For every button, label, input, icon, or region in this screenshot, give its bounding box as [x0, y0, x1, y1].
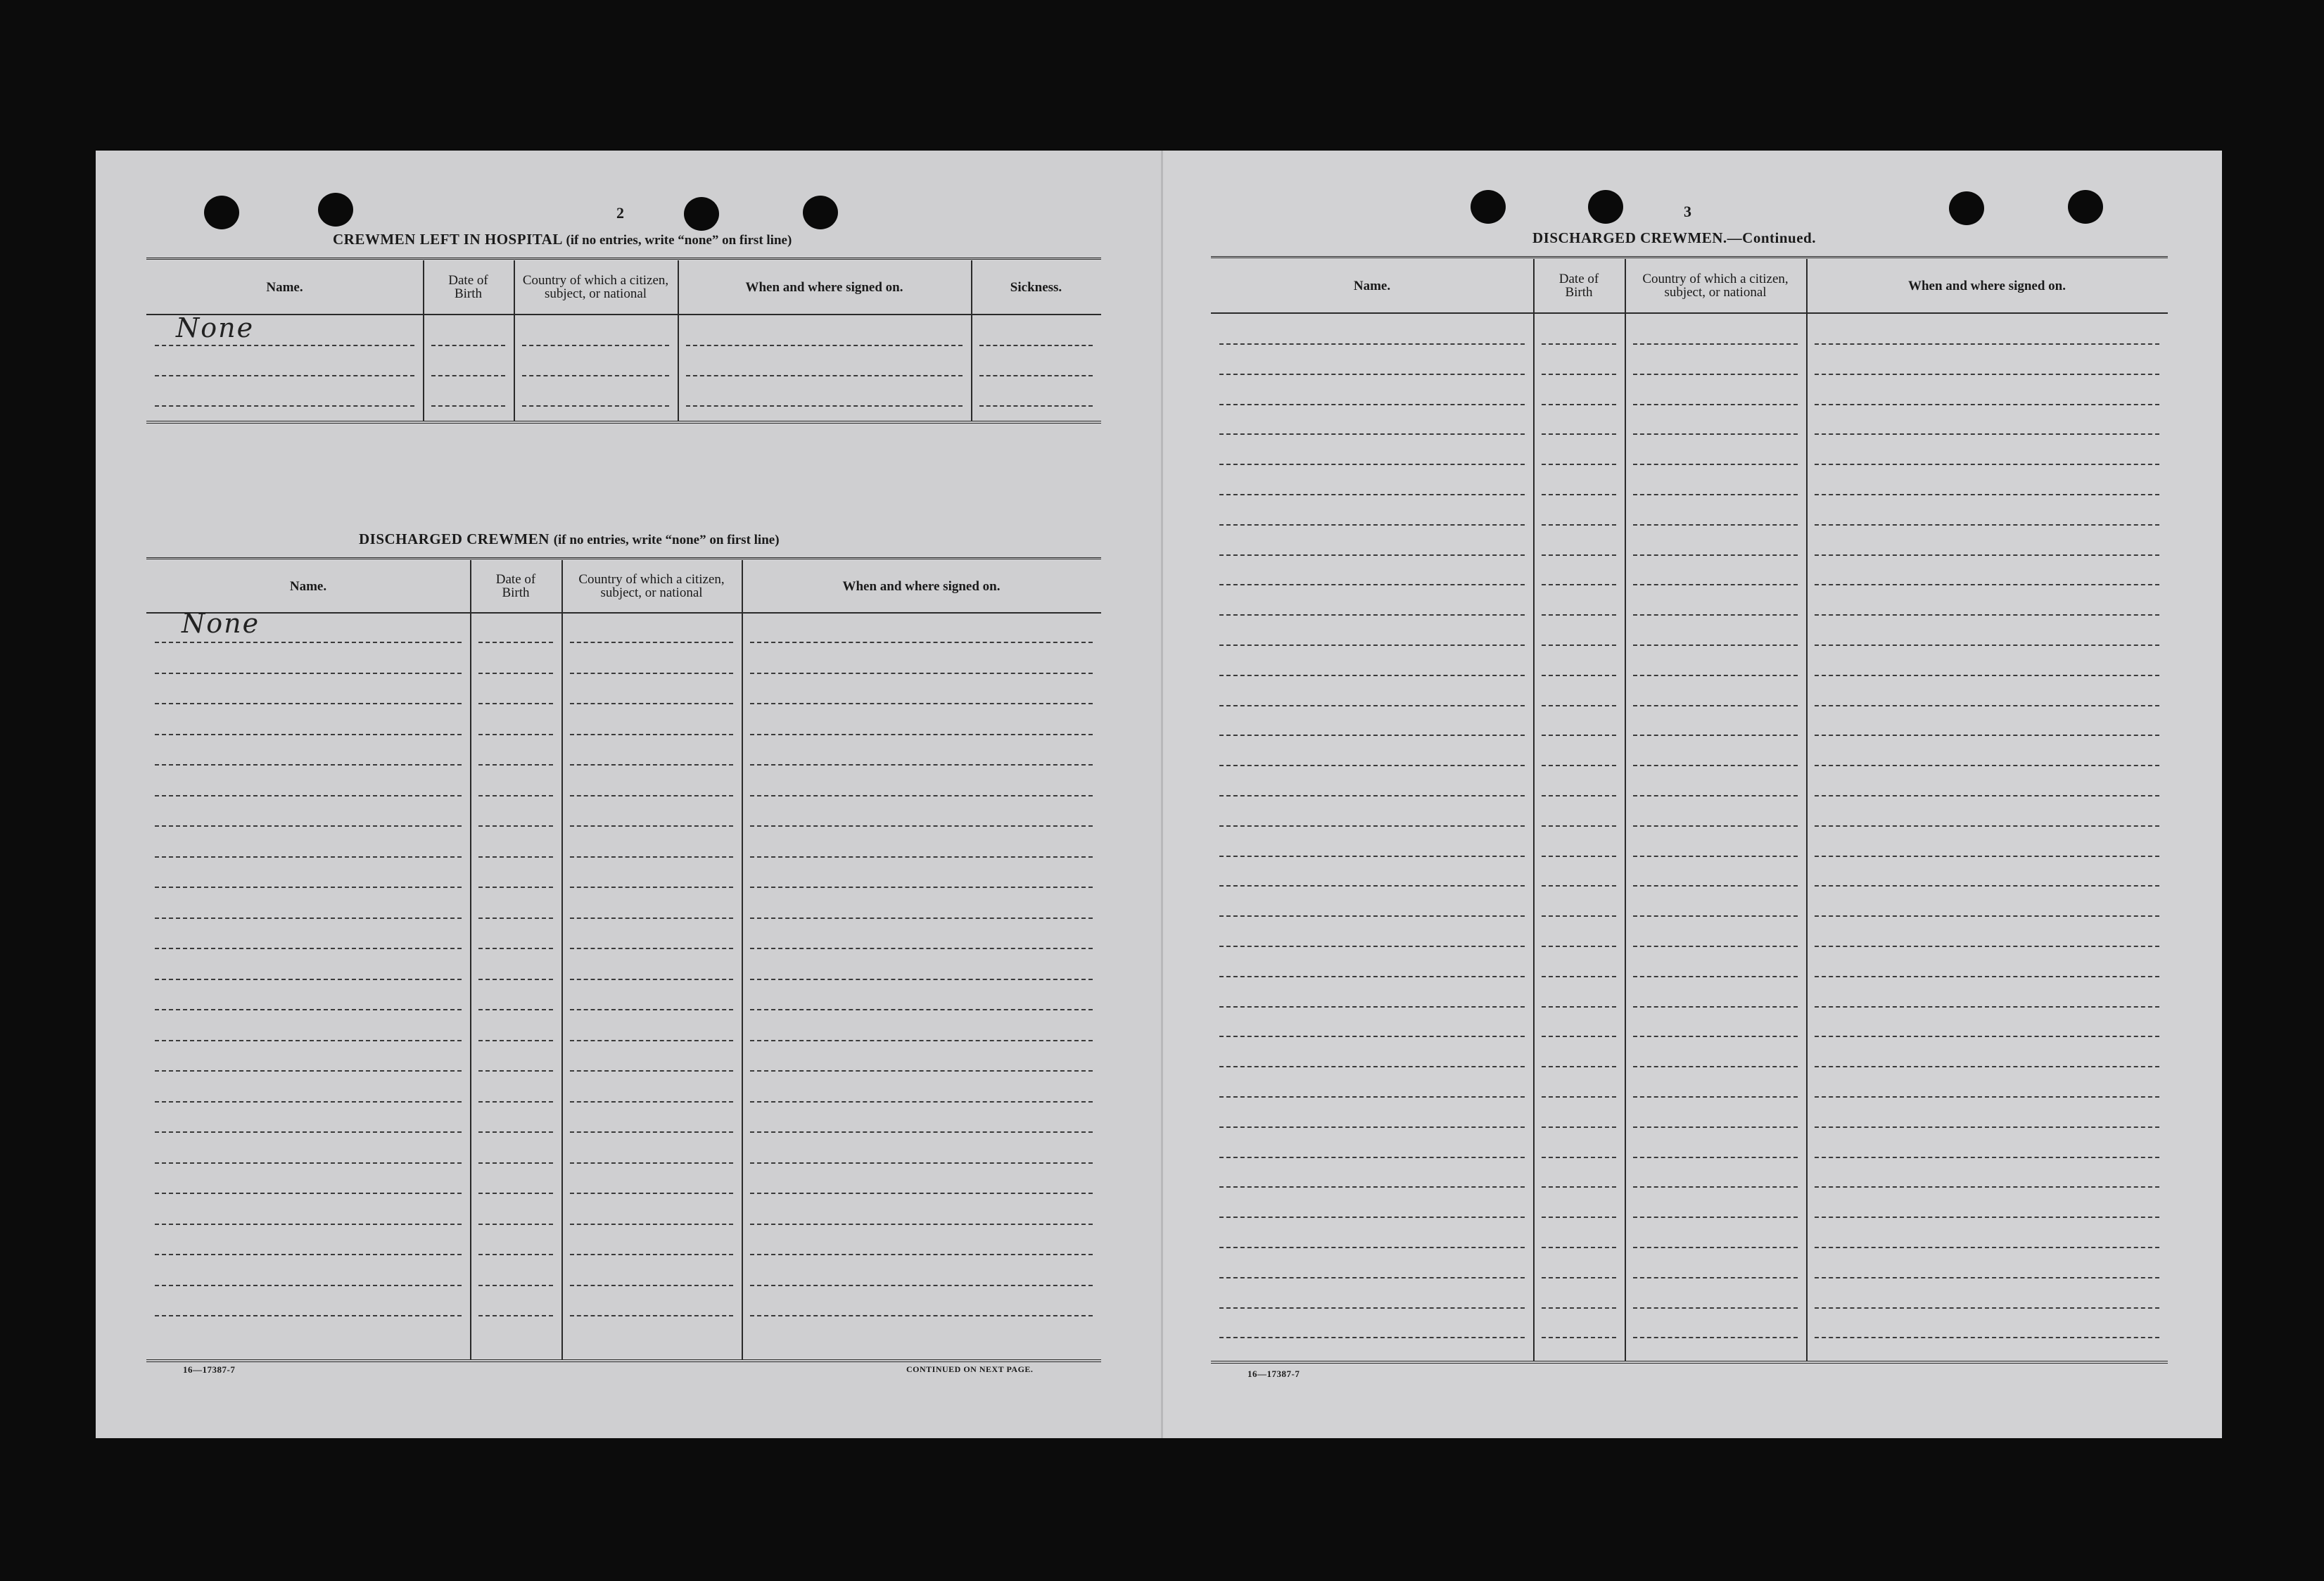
ruled-line: [1542, 1277, 1616, 1278]
ruled-line: [570, 979, 733, 980]
ruled-line: [750, 825, 1093, 827]
page-number: 2: [616, 204, 624, 222]
ruled-line: [750, 887, 1093, 888]
ruled-line: [155, 405, 414, 407]
ruled-line: [1815, 825, 2159, 827]
ruled-line: [155, 918, 462, 919]
ruled-line: [570, 703, 733, 704]
ruled-line: [1633, 705, 1798, 706]
punch-hole: [318, 193, 353, 227]
ruled-line: [570, 1131, 733, 1133]
ruled-line: [1219, 645, 1525, 646]
col-header-country: Country of which a citizen, subject, or national: [522, 273, 669, 301]
ruled-line: [478, 825, 553, 827]
ruled-line: [155, 856, 462, 858]
ruled-line: [1815, 1307, 2159, 1309]
ruled-line: [1542, 1066, 1616, 1067]
ruled-line: [1219, 1036, 1525, 1037]
ruled-line: [155, 764, 462, 766]
ruled-line: [1542, 765, 1616, 766]
ruled-line: [1815, 404, 2159, 405]
ruled-line: [1815, 614, 2159, 616]
ruled-line: [1542, 976, 1616, 977]
ruled-line: [1219, 825, 1525, 827]
ruled-line: [478, 1193, 553, 1194]
ruled-line: [478, 1254, 553, 1255]
ruled-line: [155, 1070, 462, 1072]
ruled-line: [1633, 1337, 1798, 1338]
ruled-line: [750, 1162, 1093, 1164]
ruled-line: [1815, 946, 2159, 947]
ruled-line: [155, 887, 462, 888]
punch-hole: [1588, 190, 1623, 224]
ruled-line: [155, 642, 462, 643]
ruled-line: [1633, 374, 1798, 375]
punch-hole: [684, 197, 719, 231]
ruled-line: [1815, 1066, 2159, 1067]
ruled-line: [155, 1040, 462, 1041]
ruled-line: [1542, 705, 1616, 706]
ruled-line: [570, 887, 733, 888]
ruled-line: [570, 1224, 733, 1225]
ruled-line: [570, 918, 733, 919]
ruled-line: [1542, 675, 1616, 676]
ruled-line: [570, 1254, 733, 1255]
ruled-line: [1815, 856, 2159, 857]
ruled-line: [478, 979, 553, 980]
ruled-line: [478, 795, 553, 796]
ruled-line: [1633, 1277, 1798, 1278]
col-header-name: Name.: [266, 279, 303, 295]
ruled-line: [570, 856, 733, 858]
ruled-line: [1219, 1247, 1525, 1248]
ruled-line: [1815, 584, 2159, 585]
ruled-line: [1219, 885, 1525, 887]
ruled-line: [155, 345, 414, 346]
ruled-line: [1542, 374, 1616, 375]
ruled-line: [1633, 765, 1798, 766]
ruled-line: [1633, 614, 1798, 616]
ruled-line: [155, 1224, 462, 1225]
col-header-country: Country of which a citizen, subject, or national: [1642, 272, 1789, 300]
ruled-line: [1542, 1307, 1616, 1309]
ruled-line: [1633, 1096, 1798, 1098]
ruled-line: [1542, 1096, 1616, 1098]
ruled-line: [155, 1193, 462, 1194]
ruled-line: [750, 948, 1093, 949]
ruled-line: [1219, 1126, 1525, 1128]
ruled-line: [750, 918, 1093, 919]
ruled-line: [750, 1285, 1093, 1286]
ruled-line: [155, 673, 462, 674]
ruled-line: [1219, 1157, 1525, 1158]
ruled-line: [750, 1131, 1093, 1133]
ruled-line: [750, 673, 1093, 674]
col-header-dob: Date of Birth: [495, 572, 536, 600]
ruled-line: [570, 764, 733, 766]
ruled-line: [155, 825, 462, 827]
discharged-table: [146, 557, 1101, 1373]
ruled-line: [155, 979, 462, 980]
ruled-line: [1542, 584, 1616, 585]
ruled-line: [979, 405, 1093, 407]
ruled-line: [750, 1193, 1093, 1194]
ruled-line: [1219, 915, 1525, 917]
ruled-line: [570, 948, 733, 949]
ruled-line: [750, 856, 1093, 858]
ruled-line: [478, 642, 553, 643]
ruled-line: [570, 1101, 733, 1103]
ruled-line: [1633, 1006, 1798, 1008]
ruled-line: [1633, 404, 1798, 405]
ruled-line: [1815, 494, 2159, 495]
ruled-line: [1542, 946, 1616, 947]
ruled-line: [155, 1315, 462, 1316]
ruled-line: [1633, 1186, 1798, 1188]
ruled-line: [570, 673, 733, 674]
ruled-line: [1633, 1066, 1798, 1067]
ruled-line: [478, 918, 553, 919]
ruled-line: [1219, 735, 1525, 736]
ruled-line: [1219, 946, 1525, 947]
ruled-line: [750, 642, 1093, 643]
ruled-line: [1219, 976, 1525, 977]
ruled-line: [478, 1315, 553, 1316]
ruled-line: [1542, 915, 1616, 917]
ruled-line: [1633, 856, 1798, 857]
ruled-line: [750, 1040, 1093, 1041]
ruled-line: [1633, 343, 1798, 345]
ruled-line: [1815, 374, 2159, 375]
ruled-line: [1542, 1217, 1616, 1218]
ruled-line: [1633, 494, 1798, 495]
ruled-line: [750, 734, 1093, 735]
ruled-line: [478, 1224, 553, 1225]
ruled-line: [155, 703, 462, 704]
ruled-line: [155, 1254, 462, 1255]
ruled-line: [478, 673, 553, 674]
handwritten-entry: None: [182, 608, 260, 639]
ruled-line: [686, 345, 963, 346]
hospital-section-title: [333, 231, 792, 248]
ruled-line: [570, 795, 733, 796]
col-header-signed-on: When and where signed on.: [745, 279, 903, 295]
col-header-dob: Date of Birth: [448, 273, 488, 301]
ruled-line: [1542, 1036, 1616, 1037]
discharged-continued-table: [1211, 256, 2168, 1375]
ruled-line: [1219, 1096, 1525, 1098]
ruled-line: [750, 795, 1093, 796]
ruled-line: [750, 1101, 1093, 1103]
ruled-line: [1219, 1337, 1525, 1338]
ruled-line: [1219, 675, 1525, 676]
ruled-line: [1219, 856, 1525, 857]
ruled-line: [1815, 795, 2159, 796]
ruled-line: [478, 703, 553, 704]
ruled-line: [1219, 1217, 1525, 1218]
ruled-line: [1633, 584, 1798, 585]
ruled-line: [1633, 946, 1798, 947]
ruled-line: [750, 1254, 1093, 1255]
ruled-line: [478, 1162, 553, 1164]
ruled-line: [1815, 1096, 2159, 1098]
ruled-line: [1219, 795, 1525, 796]
ruled-line: [155, 1285, 462, 1286]
ruled-line: [1219, 404, 1525, 405]
ruled-line: [1542, 885, 1616, 887]
ruled-line: [750, 1315, 1093, 1316]
ruled-line: [155, 1162, 462, 1164]
ruled-line: [1542, 494, 1616, 495]
left-page: [96, 151, 1163, 1438]
ruled-line: [431, 345, 505, 346]
ruled-line: [1815, 735, 2159, 736]
ruled-line: [1219, 524, 1525, 526]
punch-hole: [204, 196, 239, 229]
ruled-line: [1633, 735, 1798, 736]
ruled-line: [570, 1193, 733, 1194]
ruled-line: [570, 825, 733, 827]
ruled-line: [478, 1009, 553, 1010]
ruled-line: [1542, 433, 1616, 435]
ruled-line: [570, 1009, 733, 1010]
ruled-line: [1633, 1157, 1798, 1158]
ruled-line: [979, 345, 1093, 346]
right-page: [1163, 151, 2222, 1438]
ruled-line: [478, 887, 553, 888]
ruled-line: [1219, 1006, 1525, 1008]
punch-hole: [1471, 190, 1506, 224]
ruled-line: [1542, 795, 1616, 796]
ruled-line: [1815, 1337, 2159, 1338]
ruled-line: [570, 1070, 733, 1072]
ruled-line: [1633, 645, 1798, 646]
ruled-line: [478, 856, 553, 858]
ruled-line: [1815, 343, 2159, 345]
ruled-line: [1815, 1157, 2159, 1158]
ruled-line: [1815, 885, 2159, 887]
ruled-line: [1219, 1186, 1525, 1188]
page-number: 3: [1684, 203, 1691, 220]
ruled-line: [1542, 1157, 1616, 1158]
col-header-name: Name.: [1353, 278, 1391, 293]
ruled-line: [155, 948, 462, 949]
ruled-line: [1542, 464, 1616, 465]
ruled-line: [155, 734, 462, 735]
punch-hole: [1949, 191, 1984, 225]
ruled-line: [522, 405, 669, 407]
ruled-line: [155, 375, 414, 376]
ruled-line: [1815, 464, 2159, 465]
handwritten-entry: None: [176, 312, 255, 343]
ruled-line: [1542, 554, 1616, 556]
col-header-sickness: Sickness.: [1010, 279, 1062, 295]
ruled-line: [1219, 1307, 1525, 1309]
ruled-line: [570, 734, 733, 735]
ruled-line: [1542, 1006, 1616, 1008]
ruled-line: [478, 734, 553, 735]
ruled-line: [1815, 976, 2159, 977]
ruled-line: [1542, 1247, 1616, 1248]
ruled-line: [1633, 433, 1798, 435]
ruled-line: [155, 795, 462, 796]
ruled-line: [1542, 524, 1616, 526]
col-header-dob: Date of Birth: [1558, 272, 1599, 300]
form-number: 16—17387-7: [1247, 1369, 1300, 1379]
discharged-subtitle-text: (if no entries, write “none” on first line): [553, 533, 780, 547]
ruled-line: [1542, 735, 1616, 736]
ruled-line: [750, 703, 1093, 704]
ruled-line: [1542, 645, 1616, 646]
ruled-line: [686, 375, 963, 376]
ruled-line: [750, 1224, 1093, 1225]
ruled-line: [1219, 433, 1525, 435]
ruled-line: [1815, 1217, 2159, 1218]
ruled-line: [1633, 1247, 1798, 1248]
ruled-line: [1633, 1217, 1798, 1218]
ruled-line: [1815, 554, 2159, 556]
discharged-title-text: DISCHARGED CREWMEN: [359, 531, 550, 547]
hospital-table: [146, 258, 1101, 426]
ruled-line: [1219, 374, 1525, 375]
ruled-line: [1815, 1126, 2159, 1128]
ruled-line: [1633, 675, 1798, 676]
ruled-line: [570, 642, 733, 643]
punch-hole: [2068, 190, 2103, 224]
ruled-line: [478, 1285, 553, 1286]
hospital-title-text: CREWMEN LEFT IN HOSPITAL: [333, 231, 562, 248]
ruled-line: [1219, 1277, 1525, 1278]
ruled-line: [570, 1285, 733, 1286]
ruled-line: [1219, 765, 1525, 766]
ruled-line: [979, 375, 1093, 376]
ruled-line: [1633, 524, 1798, 526]
ruled-line: [1815, 705, 2159, 706]
ruled-line: [1815, 765, 2159, 766]
ruled-line: [1633, 1126, 1798, 1128]
ruled-line: [478, 1070, 553, 1072]
ruled-line: [1542, 1186, 1616, 1188]
ruled-line: [1542, 825, 1616, 827]
ruled-line: [478, 948, 553, 949]
ruled-line: [1219, 584, 1525, 585]
ruled-line: [750, 979, 1093, 980]
ruled-line: [750, 1009, 1093, 1010]
continued-note: CONTINUED ON NEXT PAGE.: [906, 1364, 1034, 1374]
ruled-line: [1633, 1307, 1798, 1309]
ruled-line: [1633, 885, 1798, 887]
punch-hole: [803, 196, 838, 229]
ruled-line: [1633, 554, 1798, 556]
ruled-line: [750, 764, 1093, 766]
ruled-line: [155, 1101, 462, 1103]
ruled-line: [750, 1070, 1093, 1072]
ruled-line: [570, 1315, 733, 1316]
ruled-line: [1219, 614, 1525, 616]
ruled-line: [1815, 1006, 2159, 1008]
ruled-line: [1815, 1247, 2159, 1248]
ruled-line: [1815, 915, 2159, 917]
ruled-line: [1542, 1126, 1616, 1128]
ruled-line: [1542, 856, 1616, 857]
ruled-line: [1633, 976, 1798, 977]
ruled-line: [431, 405, 505, 407]
ruled-line: [1633, 915, 1798, 917]
ruled-line: [1815, 1036, 2159, 1037]
ruled-line: [1542, 614, 1616, 616]
col-header-name: Name.: [289, 578, 327, 594]
col-header-country: Country of which a citizen, subject, or national: [578, 572, 725, 600]
ruled-line: [155, 1131, 462, 1133]
ruled-line: [1815, 524, 2159, 526]
ruled-line: [1219, 705, 1525, 706]
ruled-line: [1815, 645, 2159, 646]
ruled-line: [522, 345, 669, 346]
ruled-line: [1219, 1066, 1525, 1067]
ruled-line: [1815, 1186, 2159, 1188]
ruled-line: [478, 1131, 553, 1133]
ruled-line: [1633, 825, 1798, 827]
ruled-line: [1219, 343, 1525, 345]
hospital-subtitle-text: (if no entries, write “none” on first line): [566, 233, 792, 248]
ruled-line: [478, 1101, 553, 1103]
ruled-line: [1542, 343, 1616, 345]
col-header-signed-on: When and where signed on.: [842, 578, 1001, 594]
ruled-line: [1633, 795, 1798, 796]
ruled-line: [1633, 464, 1798, 465]
ruled-line: [570, 1162, 733, 1164]
ruled-line: [1219, 554, 1525, 556]
col-header-signed-on: When and where signed on.: [1907, 278, 2066, 293]
ruled-line: [478, 1040, 553, 1041]
ruled-line: [1542, 404, 1616, 405]
ruled-line: [155, 1009, 462, 1010]
ruled-line: [570, 1040, 733, 1041]
ruled-line: [1815, 433, 2159, 435]
ruled-line: [1815, 1277, 2159, 1278]
discharged-section-title: [359, 531, 780, 548]
form-number: 16—17387-7: [183, 1364, 236, 1375]
ruled-line: [431, 375, 505, 376]
ruled-line: [522, 375, 669, 376]
ruled-line: [478, 764, 553, 766]
ruled-line: [686, 405, 963, 407]
ruled-line: [1633, 1036, 1798, 1037]
ruled-line: [1219, 494, 1525, 495]
discharged-continued-title: DISCHARGED CREWMEN.—Continued.: [1532, 229, 1816, 246]
ruled-line: [1815, 675, 2159, 676]
ruled-line: [1219, 464, 1525, 465]
ruled-line: [1542, 1337, 1616, 1338]
